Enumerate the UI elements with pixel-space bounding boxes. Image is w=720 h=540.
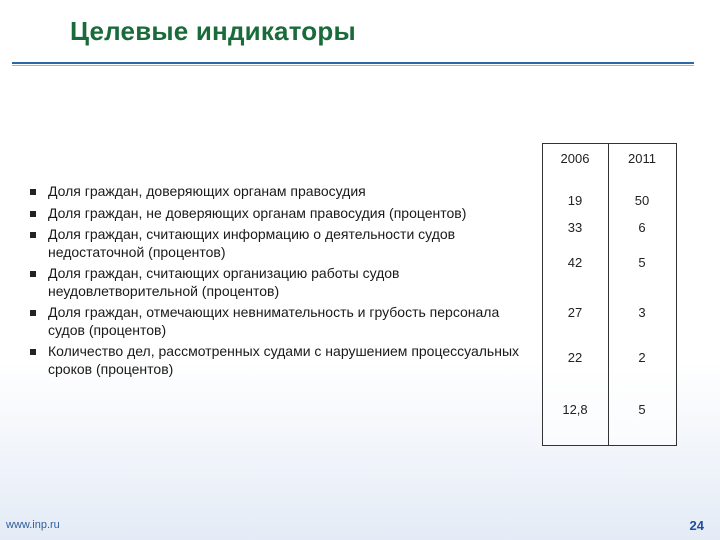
table-column-divider [608,143,609,446]
cell-2011-row6: 5 [638,402,646,417]
indicator-item: Количество дел, рассмотренных судами с нарушением процессуальных сроков (процентов) [30,343,530,378]
cell-2006-row3: 42 [567,255,583,270]
page-number: 24 [689,518,704,533]
cell-2011-row4: 3 [638,305,646,320]
title-divider [12,62,694,64]
page-title: Целевые индикаторы [70,16,356,46]
indicator-list [30,183,530,382]
cell-2011-row1: 50 [634,193,650,208]
footer-link[interactable]: www.inp.ru [6,519,60,531]
cell-2011-row5: 2 [638,350,646,365]
cell-2006-row1: 19 [567,193,583,208]
cell-2011-row2: 6 [638,220,646,235]
cell-2006-row6: 12,8 [562,402,588,417]
cell-2006-row5: 22 [567,350,583,365]
header-2006: 2006 [560,151,590,166]
indicator-item: Доля граждан, доверяющих органам правосудия [30,183,530,201]
cell-2006-row4: 27 [567,305,583,320]
indicator-item: Доля граждан, считающих организацию работы судов неудовлетворительной (процентов) [30,265,530,300]
table-border [542,143,677,446]
cell-2011-row3: 5 [638,255,646,270]
indicator-table [542,143,677,446]
title-divider-thin [12,65,694,66]
indicator-item: Доля граждан, считающих информацию о деятельности судов недостаточной (процентов) [30,226,530,261]
header-2011: 2011 [628,151,656,166]
indicator-item: Доля граждан, отмечающих невнимательность и грубость персонала судов (процентов) [30,304,530,339]
cell-2006-row2: 33 [567,220,583,235]
indicator-item: Доля граждан, не доверяющих органам правосудия (процентов) [30,205,530,223]
